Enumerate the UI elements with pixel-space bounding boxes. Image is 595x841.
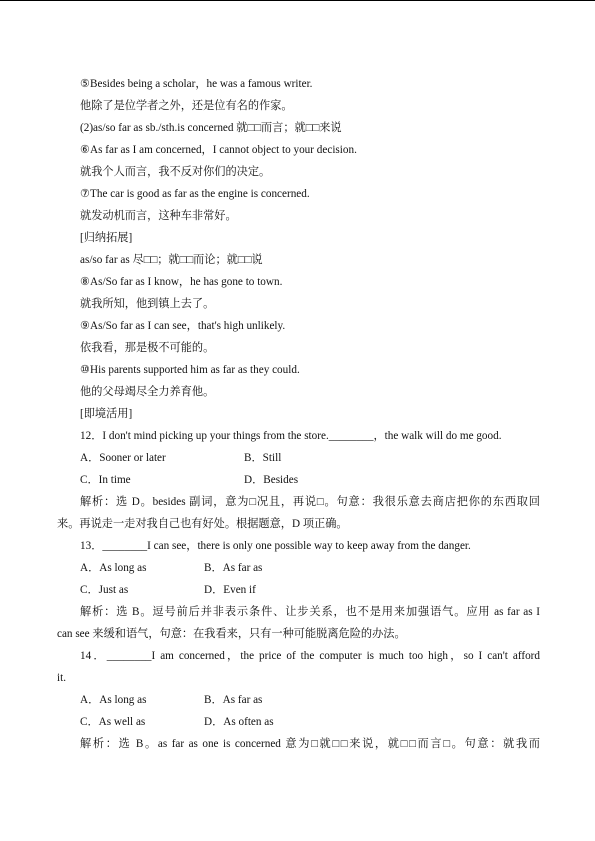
option-d: D．Even if xyxy=(204,584,256,596)
translation: 他除了是位学者之外，还是位有名的作家。 xyxy=(80,100,293,112)
section-heading: [归纳拓展] xyxy=(80,232,133,244)
option-d: D．As often as xyxy=(204,716,274,728)
translation: 依我看，那是极不可能的。 xyxy=(80,342,215,354)
question-14-stem: 14．________I am concerned，the price of the computer is much too high，so I can't afford xyxy=(80,650,540,662)
example-sentence: ⑩His parents supported him as far as they could. xyxy=(80,364,300,376)
option-b: B．As far as xyxy=(204,562,263,574)
example-sentence: ⑤Besides being a scholar，he was a famous writer. xyxy=(80,78,313,90)
page-top-rule xyxy=(0,0,595,1)
question-14-options-row-1 xyxy=(0,689,595,711)
question-12-stem: 12．I don't mind picking up your things from the store.________，the walk will do me good. xyxy=(80,430,502,442)
question-13-options-row-1 xyxy=(0,557,595,579)
question-12-options-row-2 xyxy=(0,469,595,491)
phrase-heading: as/so far as 尽□□；就□□而论；就□□说 xyxy=(80,254,263,266)
example-sentence: ⑦The car is good as far as the engine is concerned. xyxy=(80,188,310,200)
option-b: B．As far as xyxy=(204,694,263,706)
question-12-options-row-1 xyxy=(0,447,595,469)
option-c: C．Just as xyxy=(80,584,129,596)
example-sentence: ⑥As far as I am concerned，I cannot object to your decision. xyxy=(80,144,357,156)
question-13-analysis: 解析：选 B。逗号前后并非表示条件、让步关系，也不是用来加强语气。应用 as far as I xyxy=(80,606,540,618)
translation: 他的父母竭尽全力养育他。 xyxy=(80,386,215,398)
phrase-heading: (2)as/so far as sb./sth.is concerned 就□□而言；就□□来说 xyxy=(80,122,342,134)
question-14-analysis: 解析：选 B。as far as one is concerned 意为□就□□来说，就□□而言□。句意：就我而 xyxy=(80,738,540,750)
option-c: C．In time xyxy=(80,474,131,486)
question-13-stem: 13．________I can see，there is only one possible way to keep away from the danger. xyxy=(80,540,471,552)
question-14-stem-cont: it. xyxy=(57,672,67,684)
section-heading: [即境活用] xyxy=(80,408,133,420)
question-12-analysis-cont: 来。再说走一走对我自己也有好处。根据题意，D 项正确。 xyxy=(57,518,348,530)
question-14-options-row-2 xyxy=(0,711,595,733)
option-c: C．As well as xyxy=(80,716,146,728)
question-13-options-row-2 xyxy=(0,579,595,601)
question-12-analysis: 解析：选 D。besides 副词，意为□况且，再说□。句意：我很乐意去商店把你的东西取回 xyxy=(80,496,540,508)
translation: 就我个人而言，我不反对你们的决定。 xyxy=(80,166,271,178)
option-b: B．Still xyxy=(244,452,282,464)
option-a: A．As long as xyxy=(80,562,147,574)
example-sentence: ⑧As/So far as I know，he has gone to town. xyxy=(80,276,283,288)
question-13-analysis-cont: can see 来缓和语气，句意：在我看来，只有一种可能脱离危险的办法。 xyxy=(57,628,406,640)
example-sentence: ⑨As/So far as I can see，that's high unlikely. xyxy=(80,320,286,332)
translation: 就发动机而言，这种车非常好。 xyxy=(80,210,237,222)
option-a: A．As long as xyxy=(80,694,147,706)
translation: 就我所知，他到镇上去了。 xyxy=(80,298,215,310)
document-body xyxy=(0,73,595,755)
option-d: D．Besides xyxy=(244,474,299,486)
option-a: A．Sooner or later xyxy=(80,452,166,464)
